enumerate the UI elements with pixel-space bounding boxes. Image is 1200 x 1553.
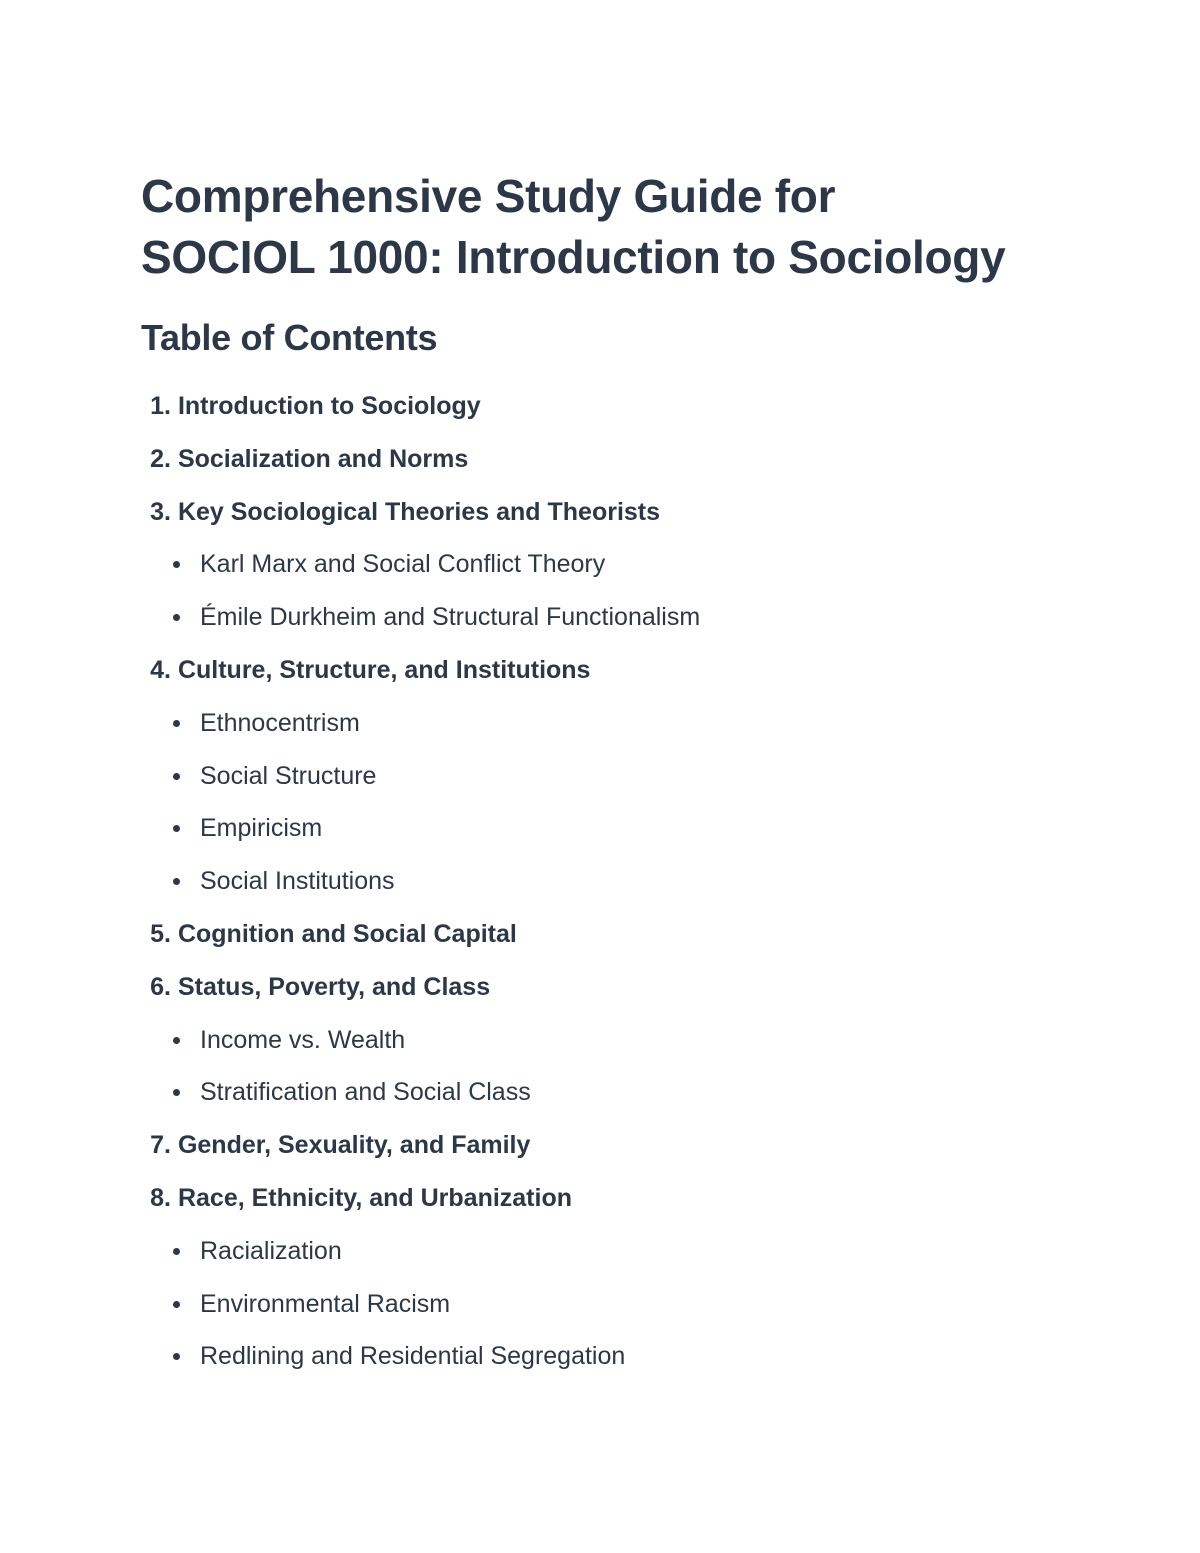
toc-subitem-label: Redlining and Residential Segregation (200, 1342, 626, 1371)
table-of-contents (141, 380, 1101, 1383)
toc-subitem-label: Racialization (200, 1236, 342, 1265)
toc-item (141, 380, 1101, 433)
bullet-icon (173, 1037, 180, 1044)
toc-item (141, 908, 1101, 961)
toc-item-number: 4. (150, 655, 171, 684)
toc-item-label: Key Sociological Theories and Theorists (177, 497, 661, 526)
bullet-icon (173, 614, 180, 621)
toc-subitem-label: Ethnocentrism (200, 708, 360, 737)
toc-item-label: Status, Poverty, and Class (177, 972, 491, 1001)
bullet-icon (173, 1248, 180, 1255)
toc-heading: Table of Contents (141, 317, 438, 358)
bullet-icon (173, 878, 180, 885)
toc-subitem (141, 855, 1101, 908)
toc-subitem (141, 538, 1101, 591)
toc-item-number: 5. (150, 919, 171, 948)
toc-item-label: Socialization and Norms (177, 444, 469, 473)
bullet-icon (173, 561, 180, 568)
toc-subitem (141, 591, 1101, 644)
toc-item-number: 2. (150, 444, 171, 473)
toc-item-label: Culture, Structure, and Institutions (177, 655, 591, 684)
toc-item-number: 6. (150, 972, 171, 1001)
toc-item (141, 433, 1101, 486)
toc-subitem-label: Karl Marx and Social Conflict Theory (200, 550, 606, 579)
toc-item-number: 8. (150, 1183, 171, 1212)
toc-subitem-label: Stratification and Social Class (200, 1078, 531, 1107)
toc-subitem (141, 1278, 1101, 1331)
toc-subitem (141, 750, 1101, 803)
toc-subitem (141, 1225, 1101, 1278)
bullet-icon (173, 825, 180, 832)
toc-subitem (141, 1330, 1101, 1383)
toc-item-label: Gender, Sexuality, and Family (177, 1131, 531, 1160)
bullet-icon (173, 773, 180, 780)
title-line-1: Comprehensive Study Guide for (141, 170, 836, 222)
document-title (141, 166, 1005, 288)
toc-subitem-label: Income vs. Wealth (200, 1025, 406, 1054)
toc-item-number: 3. (150, 497, 171, 526)
toc-item-label: Introduction to Sociology (177, 392, 481, 420)
bullet-icon (173, 720, 180, 727)
toc-subitem (141, 1014, 1101, 1067)
toc-subitem (141, 1066, 1101, 1119)
toc-item-number: 1. (150, 392, 171, 420)
toc-subitem-label: Social Institutions (200, 867, 395, 896)
toc-item (141, 1119, 1101, 1172)
toc-item (141, 961, 1101, 1014)
toc-item-number: 7. (150, 1131, 171, 1160)
bullet-icon (173, 1301, 180, 1308)
toc-subitem (141, 697, 1101, 750)
toc-item (141, 1172, 1101, 1225)
toc-subitem-label: Environmental Racism (200, 1289, 451, 1318)
bullet-icon (173, 1089, 180, 1096)
toc-item (141, 486, 1101, 539)
toc-item (141, 644, 1101, 697)
toc-subitem (141, 802, 1101, 855)
toc-subitem-label: Social Structure (200, 761, 377, 790)
toc-subitem-label: Émile Durkheim and Structural Functionalism (200, 603, 701, 632)
toc-item-label: Race, Ethnicity, and Urbanization (177, 1183, 572, 1212)
title-line-2: SOCIOL 1000: Introduction to Sociology (141, 231, 1006, 283)
toc-subitem-label: Empiricism (200, 814, 323, 843)
toc-item-label: Cognition and Social Capital (177, 919, 517, 948)
bullet-icon (173, 1353, 180, 1360)
